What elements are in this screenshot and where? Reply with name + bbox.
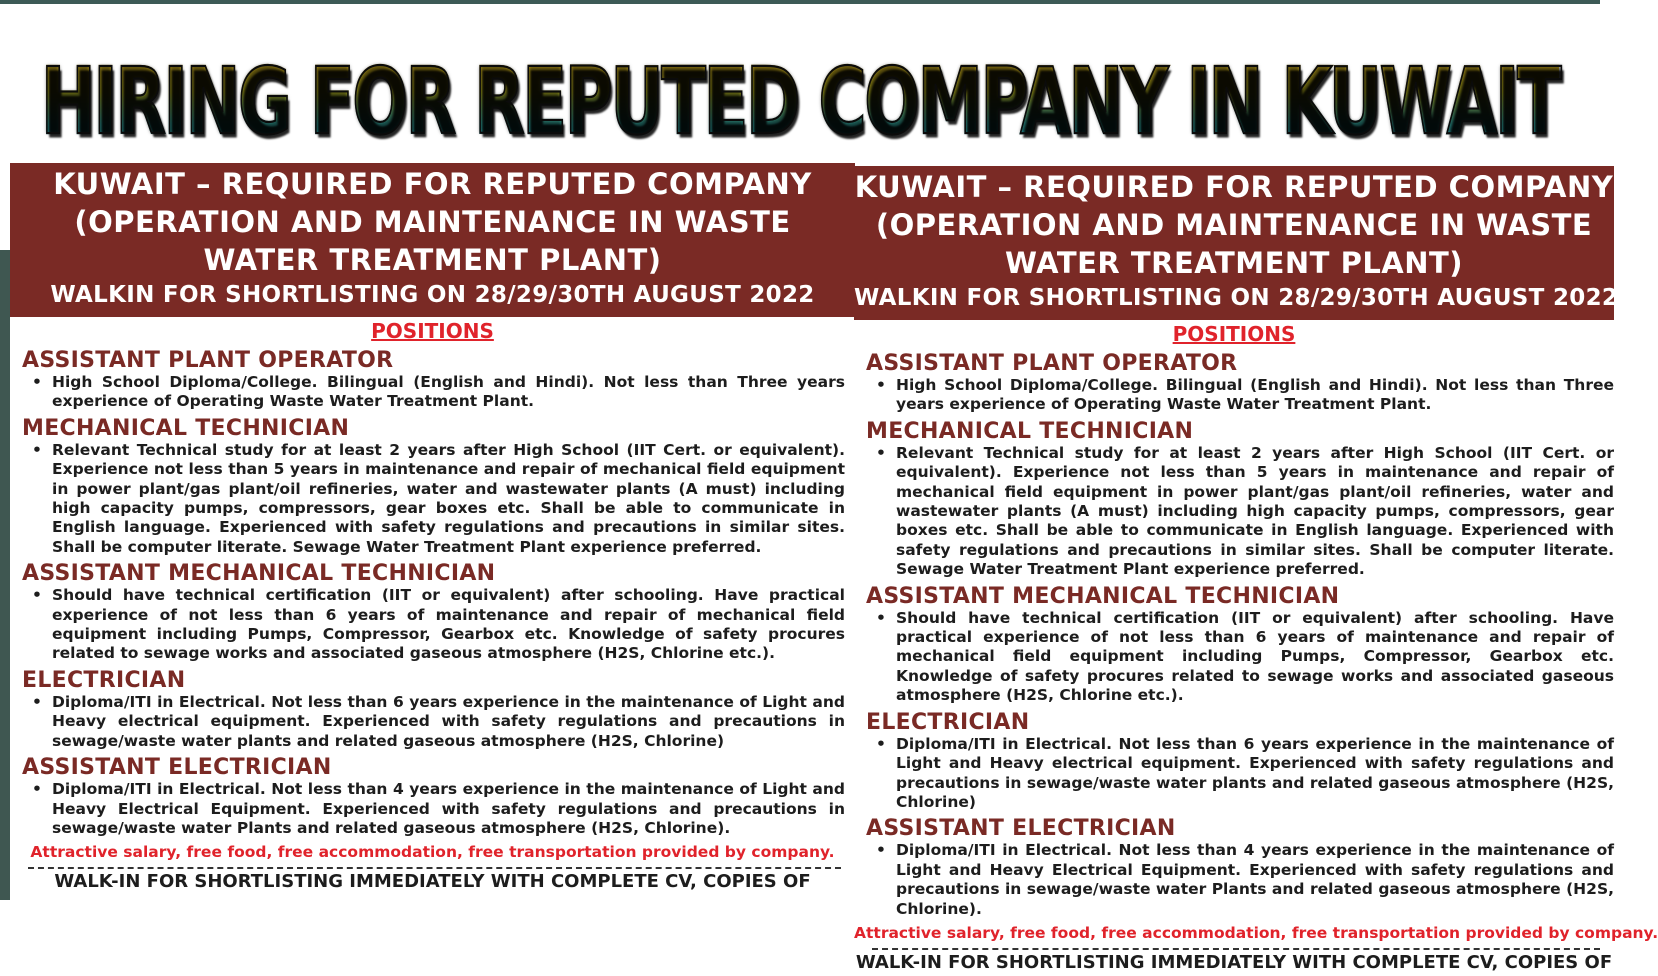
job-title: ELECTRICIAN [866,709,1030,735]
job-description [876,443,1614,580]
job-description [876,376,1614,415]
banner [0,38,1600,168]
flyer-right [854,166,1658,973]
top-border [0,0,1600,4]
bullet-icon: • [876,734,886,753]
job-description [876,734,1614,813]
bullet-icon: • [32,373,42,391]
header-line-3: WATER TREATMENT PLANT) [1004,246,1464,280]
job-title: MECHANICAL TECHNICIAN [22,415,350,441]
bullet-icon: • [876,443,886,462]
job-description-text: Diploma/ITI in Electrical. Not less than 6 years experience in the maintenance of Light and Heavy electrical equipment. Experienced with safety regulations and precautions in sewage/waste water plants and related gaseous atmosphere (H2S, Chlorine) [896,734,1614,811]
header-line-1: KUWAIT – REQUIRED FOR REPUTED COMPANY [53,167,812,201]
walkin-dates: WALKIN FOR SHORTLISTING ON 28/29/30TH AUGUST 2022 [50,282,815,308]
job-title: MECHANICAL TECHNICIAN [866,418,1194,444]
job-description [32,692,845,751]
job-title: ASSISTANT MECHANICAL TECHNICIAN [866,583,1340,609]
job-description-text: Should have technical certification (IIT or equivalent) after schooling. Have practical experience of not less than 6 years of maintenance and repair of mechanical field equipment including Pumps, Compressor, Gearbox etc. Knowledge of safety procures related to sewage works and associated gaseous atmosphere (H2S, Chlorine etc.). [52,586,845,663]
bullet-icon: • [876,608,886,627]
job-title: ELECTRICIAN [22,667,186,693]
header-line-1: KUWAIT – REQUIRED FOR REPUTED COMPANY [854,170,1614,204]
job-title: ASSISTANT PLANT OPERATOR [22,348,394,373]
bullet-icon: • [32,440,42,459]
flyer-header [10,163,855,317]
job-description-text: Relevant Technical study for at least 2 years after High School (IIT Cert. or equivalent). Experience not less than 5 years in maintenance and repair of mechanical field equipment in power plant/gas plant/oil refineries, water and wastewater plants (A must) including high capacity pumps, compressors, gear boxes etc. Shall be able to communicate in English language. Experienced with safety regulations and precautions in similar sites. Shall be computer literate. Sewage Water Treatment Plant experience preferred. [896,443,1614,579]
bullet-icon: • [32,692,42,711]
header-line-2: (OPERATION AND MAINTENANCE IN WASTE [74,205,791,239]
job-description [32,780,845,838]
bullet-icon: • [32,780,42,799]
job-description-text: Diploma/ITI in Electrical. Not less than 4 years experience in the maintenance of Light and Heavy Electrical Equipment. Experienced with safety regulations and precautions in sewage/waste water Plants and related gaseous atmosphere (H2S, Chlorine). [896,841,1614,918]
header-line-2: (OPERATION AND MAINTENANCE IN WASTE [875,208,1593,242]
positions-heading: POSITIONS [371,319,494,343]
left-edge-strip [0,250,10,900]
job-description [32,586,845,664]
job-description-text: High School Diploma/College. Bilingual (English and Hindi). Not less than Three years experience of Operating Waste Water Treatment Plant. [52,373,845,411]
bullet-icon: • [876,841,886,860]
job-title: ASSISTANT ELECTRICIAN [22,755,332,781]
job-title: ASSISTANT MECHANICAL TECHNICIAN [22,561,496,587]
job-description-text: Relevant Technical study for at least 2 years after High School (IIT Cert. or equivalent). Experience not less than 5 years in maintenance and repair of mechanical field equipment in power plant/gas plant/oil refineries, water and wastewater plants (A must) including high capacity pumps, compressors, gear boxes etc. Shall be able to communicate in English language. Experienced with safety regulations and precautions in similar sites. Shall be computer literate. Sewage Water Treatment Plant experience preferred. [52,440,845,556]
header-line-3: WATER TREATMENT PLANT) [203,243,662,277]
flyer-left [10,163,855,900]
job-description [32,373,845,412]
job-description-text: Should have technical certification (IIT or equivalent) after schooling. Have practical experience of not less than 6 years of maintenance and repair of mechanical field equipment including Pumps, Compressor, Gearbox etc. Knowledge of safety procures related to sewage works and associated gaseous atmosphere (H2S, Chlorine etc.). [896,608,1614,705]
walkin-footer: WALK-IN FOR SHORTLISTING IMMEDIATELY WITH COMPLETE CV, COPIES OF [54,871,811,893]
job-description [876,608,1614,706]
flyer-header [854,166,1619,320]
job-title: ASSISTANT PLANT OPERATOR [866,351,1238,376]
job-description [32,440,845,557]
perks-line: Attractive salary, free food, free accommodation, free transportation provided by company. [854,923,1658,942]
perks-line: Attractive salary, free food, free accommodation, free transportation provided by company. [30,843,835,862]
job-description-text: Diploma/ITI in Electrical. Not less than 4 years experience in the maintenance of Light and Heavy Electrical Equipment. Experienced with safety regulations and precautions in sewage/waste water Plants and related gaseous atmosphere (H2S, Chlorine). [52,780,845,837]
job-description [876,841,1614,919]
job-description-text: Diploma/ITI in Electrical. Not less than 6 years experience in the maintenance of Light and Heavy electrical equipment. Experienced with safety regulations and precautions in sewage/waste water plants and related gaseous atmosphere (H2S, Chlorine) [52,692,845,750]
positions-heading: POSITIONS [1172,322,1296,346]
job-title: ASSISTANT ELECTRICIAN [866,816,1176,842]
walkin-dates: WALKIN FOR SHORTLISTING ON 28/29/30TH AUGUST 2022 [854,285,1619,311]
bullet-icon: • [876,376,886,394]
walkin-footer: WALK-IN FOR SHORTLISTING IMMEDIATELY WITH COMPLETE CV, COPIES OF [855,951,1613,973]
bullet-icon: • [32,586,42,605]
job-description-text: High School Diploma/College. Bilingual (English and Hindi). Not less than Three years experience of Operating Waste Water Treatment Plant. [896,376,1614,414]
banner-title: HIRING FOR REPUTED COMPANY IN KUWAIT [40,49,1560,156]
